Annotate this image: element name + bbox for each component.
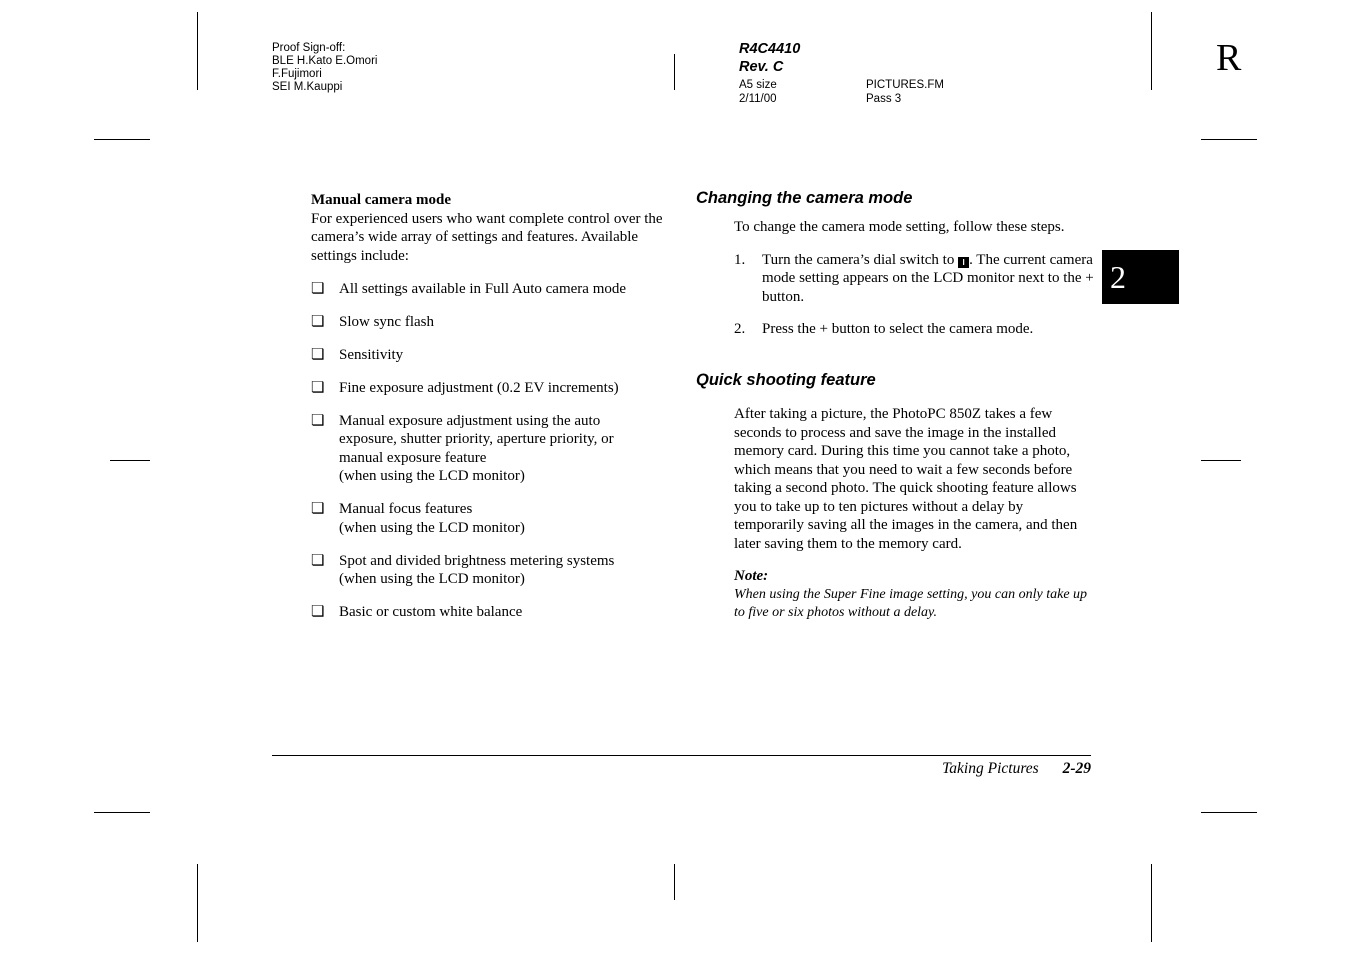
proof-line: F.Fujimori <box>272 68 322 80</box>
list-item-text: Manual exposure adjustment using the auto <box>339 412 601 429</box>
crop-mark <box>1151 864 1152 942</box>
list-item <box>311 552 673 589</box>
doc-code: R4C4410 <box>739 41 801 57</box>
chapter-tab-number: 2 <box>1110 259 1126 295</box>
proof-signoff <box>272 42 377 94</box>
crop-mark <box>1201 139 1257 140</box>
section-intro: To change the camera mode setting, follow these steps. <box>734 219 1065 235</box>
pass-number: Pass 3 <box>866 93 902 105</box>
crop-mark <box>94 139 150 140</box>
footer <box>772 759 1091 779</box>
file-name: PICTURES.FM <box>866 79 944 91</box>
corner-letter: R <box>1216 37 1242 79</box>
checkbox-bullet-icon: ❏ <box>311 552 325 569</box>
step-item <box>734 320 1094 339</box>
proof-line: BLE H.Kato E.Omori <box>272 55 378 67</box>
step-text: Press the + button to select the camera mode. <box>762 321 1034 337</box>
step-item <box>734 251 1094 307</box>
step-number: 2. <box>734 321 746 337</box>
step-text: . The current camera mode setting appears on the LCD monitor next to the + button. <box>762 251 1094 305</box>
crop-mark <box>110 460 150 461</box>
list-item <box>311 313 673 332</box>
list-item <box>311 346 673 365</box>
checkbox-bullet-icon: ❏ <box>311 346 325 363</box>
checkbox-bullet-icon: ❏ <box>311 379 325 396</box>
section-heading: Quick shooting feature <box>696 371 876 389</box>
list-item-text: Fine exposure adjustment (0.2 EV increments) <box>339 379 619 396</box>
proof-line: SEI M.Kauppi <box>272 81 343 93</box>
crop-mark <box>94 812 150 813</box>
crop-mark <box>197 864 198 942</box>
list-item-text: (when using the LCD monitor) <box>339 571 525 587</box>
settings-list <box>311 280 673 622</box>
list-item-text: manual exposure feature <box>339 449 487 466</box>
right-column-section2 <box>734 405 1094 623</box>
steps-list <box>734 251 1094 339</box>
crop-mark <box>197 12 198 90</box>
footer-chapter: Taking Pictures <box>942 760 1039 777</box>
proof-line: Proof Sign-off: <box>272 42 346 54</box>
list-item-text: Slow sync flash <box>339 313 434 330</box>
list-item <box>311 379 673 398</box>
note-text: When using the Super Fine image setting, you can only take up to five or six photos without a delay. <box>734 586 1088 620</box>
step-text: Turn the camera’s dial switch to <box>762 251 959 268</box>
page-size: A5 size <box>739 79 777 91</box>
list-item <box>311 280 673 299</box>
note-label: Note: <box>734 568 769 584</box>
crop-mark <box>674 864 675 900</box>
list-item-text: (when using the LCD monitor) <box>339 468 525 484</box>
doc-date: 2/11/00 <box>739 93 777 105</box>
dial-switch-icon: I <box>958 257 969 268</box>
section-heading: Changing the camera mode <box>696 189 913 207</box>
section-intro: For experienced users who want complete control over the camera’s wide array of settings and features. Available settings include: <box>311 210 663 264</box>
list-item-text: Sensitivity <box>339 346 404 363</box>
checkbox-bullet-icon: ❏ <box>311 313 325 330</box>
crop-mark <box>1151 12 1152 90</box>
footer-page-number: 2-29 <box>1062 760 1091 777</box>
crop-mark <box>674 54 675 90</box>
footer-rule <box>272 755 1091 756</box>
list-item-text: Basic or custom white balance <box>339 604 523 620</box>
crop-mark <box>1201 460 1241 461</box>
list-item <box>311 412 673 486</box>
left-column <box>311 191 673 636</box>
crop-mark <box>1201 812 1257 813</box>
list-item-text: All settings available in Full Auto camera mode <box>339 280 627 297</box>
step-number: 1. <box>734 251 746 268</box>
checkbox-bullet-icon: ❏ <box>311 604 325 620</box>
checkbox-bullet-icon: ❏ <box>311 501 325 517</box>
checkbox-bullet-icon: ❏ <box>311 412 325 429</box>
section-title: Manual camera mode <box>311 192 451 208</box>
section-body: After taking a picture, the PhotoPC 850Z takes a few seconds to process and save the image in the installed memory card. During this time you cannot take a photo, which means that you need to wait a few seconds before taking a second photo. The quick shooting feature allows you to take up to ten pictures without a delay by temporarily saving all the images in the camera, and then later saving them to the memory card. <box>734 406 1078 552</box>
checkbox-bullet-icon: ❏ <box>311 280 325 297</box>
revision: Rev. C <box>739 59 784 75</box>
list-item-text: exposure, shutter priority, aperture priority, or <box>339 431 614 447</box>
list-item-text: (when using the LCD monitor) <box>339 519 525 536</box>
list-item <box>311 500 673 537</box>
list-item <box>311 603 673 622</box>
chapter-tab <box>1102 250 1179 304</box>
right-column-section1 <box>734 218 1094 353</box>
list-item-text: Spot and divided brightness metering systems <box>339 552 615 569</box>
list-item-text: Manual focus features <box>339 501 473 517</box>
